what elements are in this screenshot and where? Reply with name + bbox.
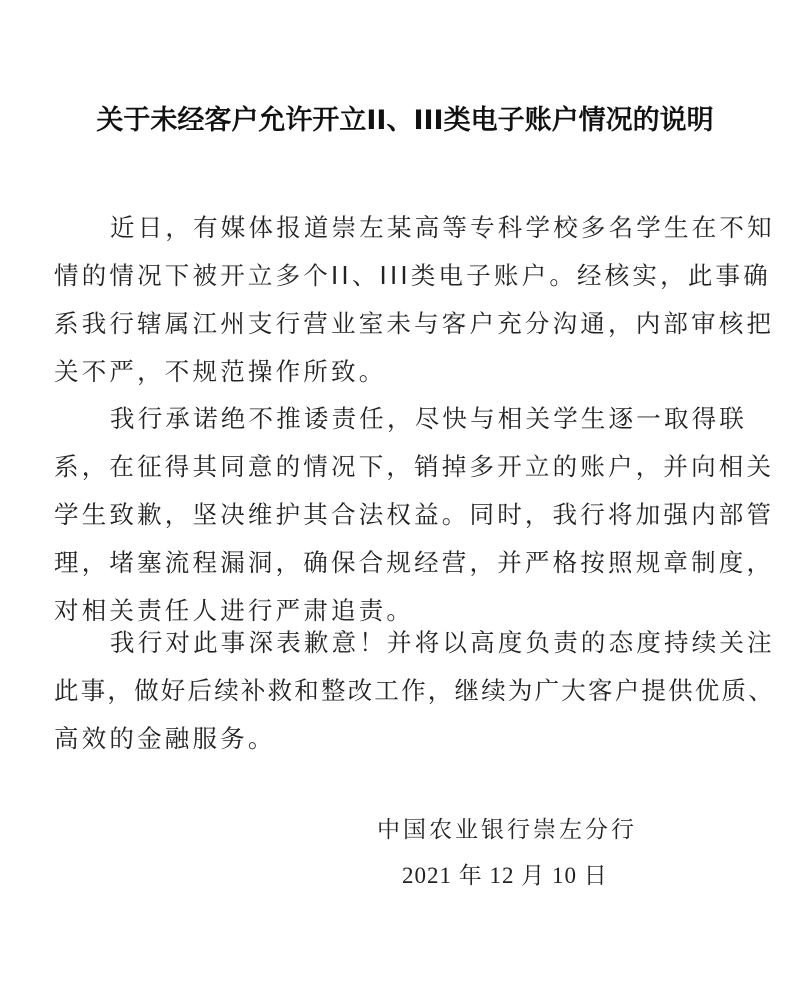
paragraph-line: 理，堵塞流程漏洞，确保合规经营，并严格按照规章制度， — [54, 548, 775, 577]
paragraph-line: 高效的金融服务。 — [54, 724, 276, 753]
paragraph-line: 学生致歉，坚决维护其合法权益。同时，我行将加强内部管 — [54, 500, 775, 529]
paragraph-line: 近日，有媒体报道崇左某高等专科学校多名学生在不知 — [110, 213, 775, 242]
paragraph-line: 系我行辖属江州支行营业室未与客户充分沟通，内部审核把 — [54, 309, 775, 338]
paragraph-line: 情的情况下被开立多个II、III类电子账户。经核实，此事确 — [54, 261, 771, 290]
paragraph-line: 系，在征得其同意的情况下，销掉多开立的账户，并向相关 — [54, 452, 775, 481]
paragraph-line: 我行对此事深表歉意！并将以高度负责的态度持续关注 — [110, 628, 775, 657]
paragraph-line: 对相关责任人进行严肃追责。 — [54, 596, 415, 625]
signature-organization: 中国农业银行崇左分行 — [377, 817, 637, 843]
paragraph-line: 此事，做好后续补救和整改工作，继续为广大客户提供优质、 — [54, 676, 775, 705]
paragraph-line: 我行承诺绝不推诿责任，尽快与相关学生逐一取得联 — [110, 404, 748, 433]
document-title: 关于未经客户允许开立II、III类电子账户情况的说明 — [96, 105, 714, 136]
signature-date: 2021 年 12 月 10 日 — [402, 863, 608, 888]
paragraph-line: 关不严，不规范操作所致。 — [54, 357, 387, 386]
